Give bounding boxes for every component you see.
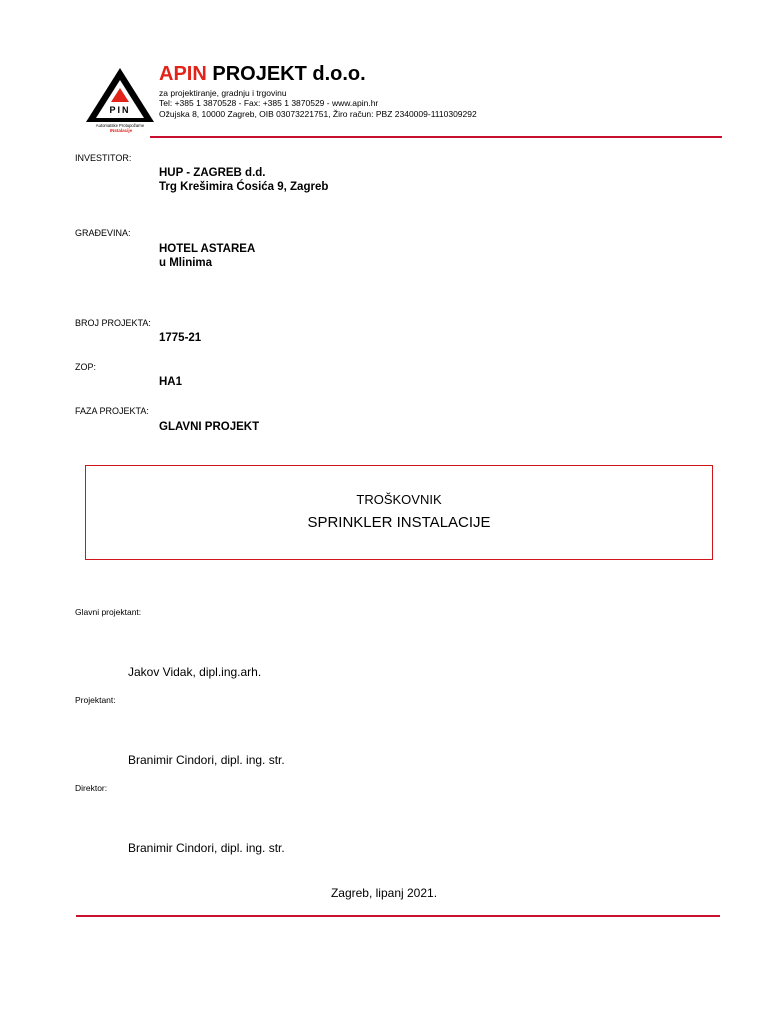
broj-projekta-value: 1775-21	[159, 332, 202, 344]
logo-letters: PIN	[109, 105, 131, 115]
place-date: Zagreb, lipanj 2021.	[330, 886, 438, 900]
footer-divider	[76, 915, 720, 917]
projektant-label: Projektant:	[75, 695, 116, 705]
investitor-address: Trg Krešimira Ćosića 9, Zagreb	[159, 181, 329, 193]
direktor-name: Branimir Cindori, dipl. ing. str.	[128, 841, 285, 855]
company-address: Ožujska 8, 10000 Zagreb, OIB 03073221751, Žiro račun: PBZ 2340009-1110309292	[159, 109, 477, 119]
company-contact: Tel: +385 1 3870528 - Fax: +385 1 3870529 - www.apin.hr	[159, 98, 379, 108]
company-name-rest: PROJEKT d.o.o.	[212, 63, 366, 85]
gradevina-name: HOTEL ASTAREA	[159, 243, 256, 255]
glavni-projektant-label: Glavni projektant:	[75, 607, 142, 617]
company-tagline: za projektiranje, gradnju i trgovinu	[159, 88, 287, 98]
company-name-red: APIN	[159, 63, 207, 85]
logo-triangle-icon	[84, 66, 158, 130]
gradevina-label: GRAĐEVINA:	[75, 228, 131, 238]
zop-label: ZOP:	[75, 362, 97, 372]
header-divider	[150, 136, 722, 138]
glavni-projektant-name: Jakov Vidak, dipl.ing.arh.	[128, 665, 262, 679]
investitor-name: HUP - ZAGREB d.d.	[159, 167, 266, 179]
zop-value: HA1	[159, 376, 183, 388]
document-subtitle: SPRINKLER INSTALACIJE	[307, 514, 491, 531]
gradevina-location: u Mlinima	[159, 257, 213, 269]
logo-caption-line1: Automatske Protupožarne	[95, 123, 145, 128]
logo-caption-line2: INstalacije	[109, 128, 133, 133]
investitor-label: INVESTITOR:	[75, 153, 132, 163]
broj-projekta-label: BROJ PROJEKTA:	[75, 318, 151, 328]
faza-projekta-value: GLAVNI PROJEKT	[159, 421, 260, 433]
document-title: TROŠKOVNIK	[356, 492, 442, 507]
faza-projekta-label: FAZA PROJEKTA:	[75, 406, 149, 416]
document-title-box	[85, 465, 713, 560]
company-logo	[84, 66, 158, 133]
company-name	[159, 63, 366, 86]
projektant-name: Branimir Cindori, dipl. ing. str.	[128, 753, 285, 767]
direktor-label: Direktor:	[75, 783, 108, 793]
